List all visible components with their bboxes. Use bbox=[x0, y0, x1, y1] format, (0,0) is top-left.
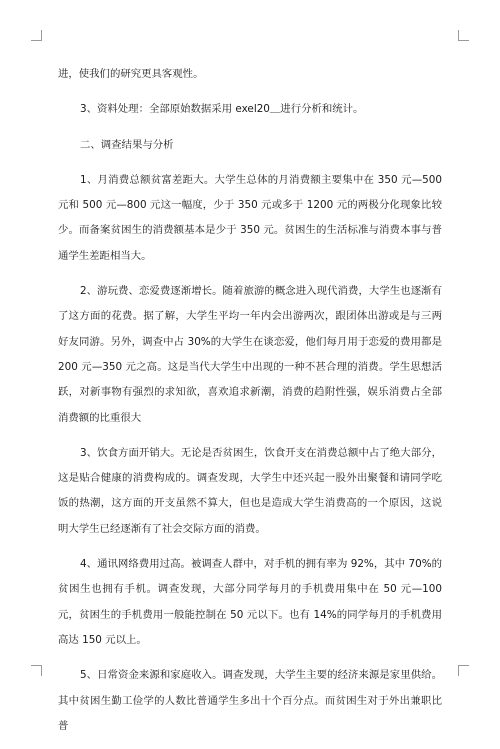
paragraph-continuation: 进，使我们的研究更具客观性。 bbox=[58, 68, 204, 80]
crop-mark-top-left bbox=[31, 30, 42, 41]
paragraph-data-processing: 3、资料处理：全部原始数据采用 exel20＿进行分析和统计。 bbox=[80, 103, 364, 116]
section-heading-results: 二、调查结果与分析 bbox=[80, 138, 174, 151]
paragraph-food-spending: 3、饮食方面开销大。无论是否贫困生，饮食开支在消费总额中占了绝大部分，这是贴合健康的消费构成的。调查发现，大学生中还兴起一股外出聚餐和请同学吃饭的热潮，这方面的开支虽然不算大，但也是造成大学生消费高的一个原因，这说明大学生已经逐渐有了社会交际方面的消费。 bbox=[58, 446, 442, 535]
paragraph-monthly-consumption: 1、月消费总额贫富差距大。大学生总体的月消费额主要集中在 350 元—500 元和 500 元—800 元这一幅度，少于 350 元或多于 1200 元的两极分化现象比较少。而备案贫困生的消费额基本是少于 350 元。贫困生的生活标准与消费本事与普通学生差距相当大。 bbox=[58, 173, 442, 262]
document-body bbox=[58, 62, 442, 749]
paragraph-leisure-romance: 2、游玩费、恋爱费逐渐增长。随着旅游的概念进入现代消费，大学生也逐渐有了这方面的花费。据了解，大学生平均一年内会出游两次，跟团体出游或是与三两好友同游。另外，调查中占 30%的大学生在谈恋爱，他们每月用于恋爱的费用都是 200 元—350 元之高。这是当代大学生中出现的一种不甚合理的消费。学生思想活跃，对新事物有强烈的求知欲，喜欢追求新潮，消费的趋附性强，娱乐消费占全部消费额的比重很大 bbox=[58, 285, 442, 424]
crop-mark-top-right bbox=[458, 30, 469, 41]
crop-mark-bottom-right bbox=[458, 665, 469, 676]
paragraph-funding-sources: 5、日常资金来源和家庭收入。调查发现，大学生主要的经济来源是家里供给。其中贫困生勤工俭学的人数比普通学生多出十个百分点。而贫困生对于外出兼职比普 bbox=[58, 669, 442, 732]
paragraph-telecom-costs: 4、通讯网络费用过高。被调查人群中，对手机的拥有率为 92%，其中 70%的贫困生也拥有手机。调查发现，大部分同学每月的手机费用集中在 50 元—100 元，贫困生的手机费用一般能控制在 50 元以下。也有 14%的同学每月的手机费用高达 150 元以上。 bbox=[58, 558, 442, 646]
crop-mark-bottom-left bbox=[31, 665, 42, 676]
